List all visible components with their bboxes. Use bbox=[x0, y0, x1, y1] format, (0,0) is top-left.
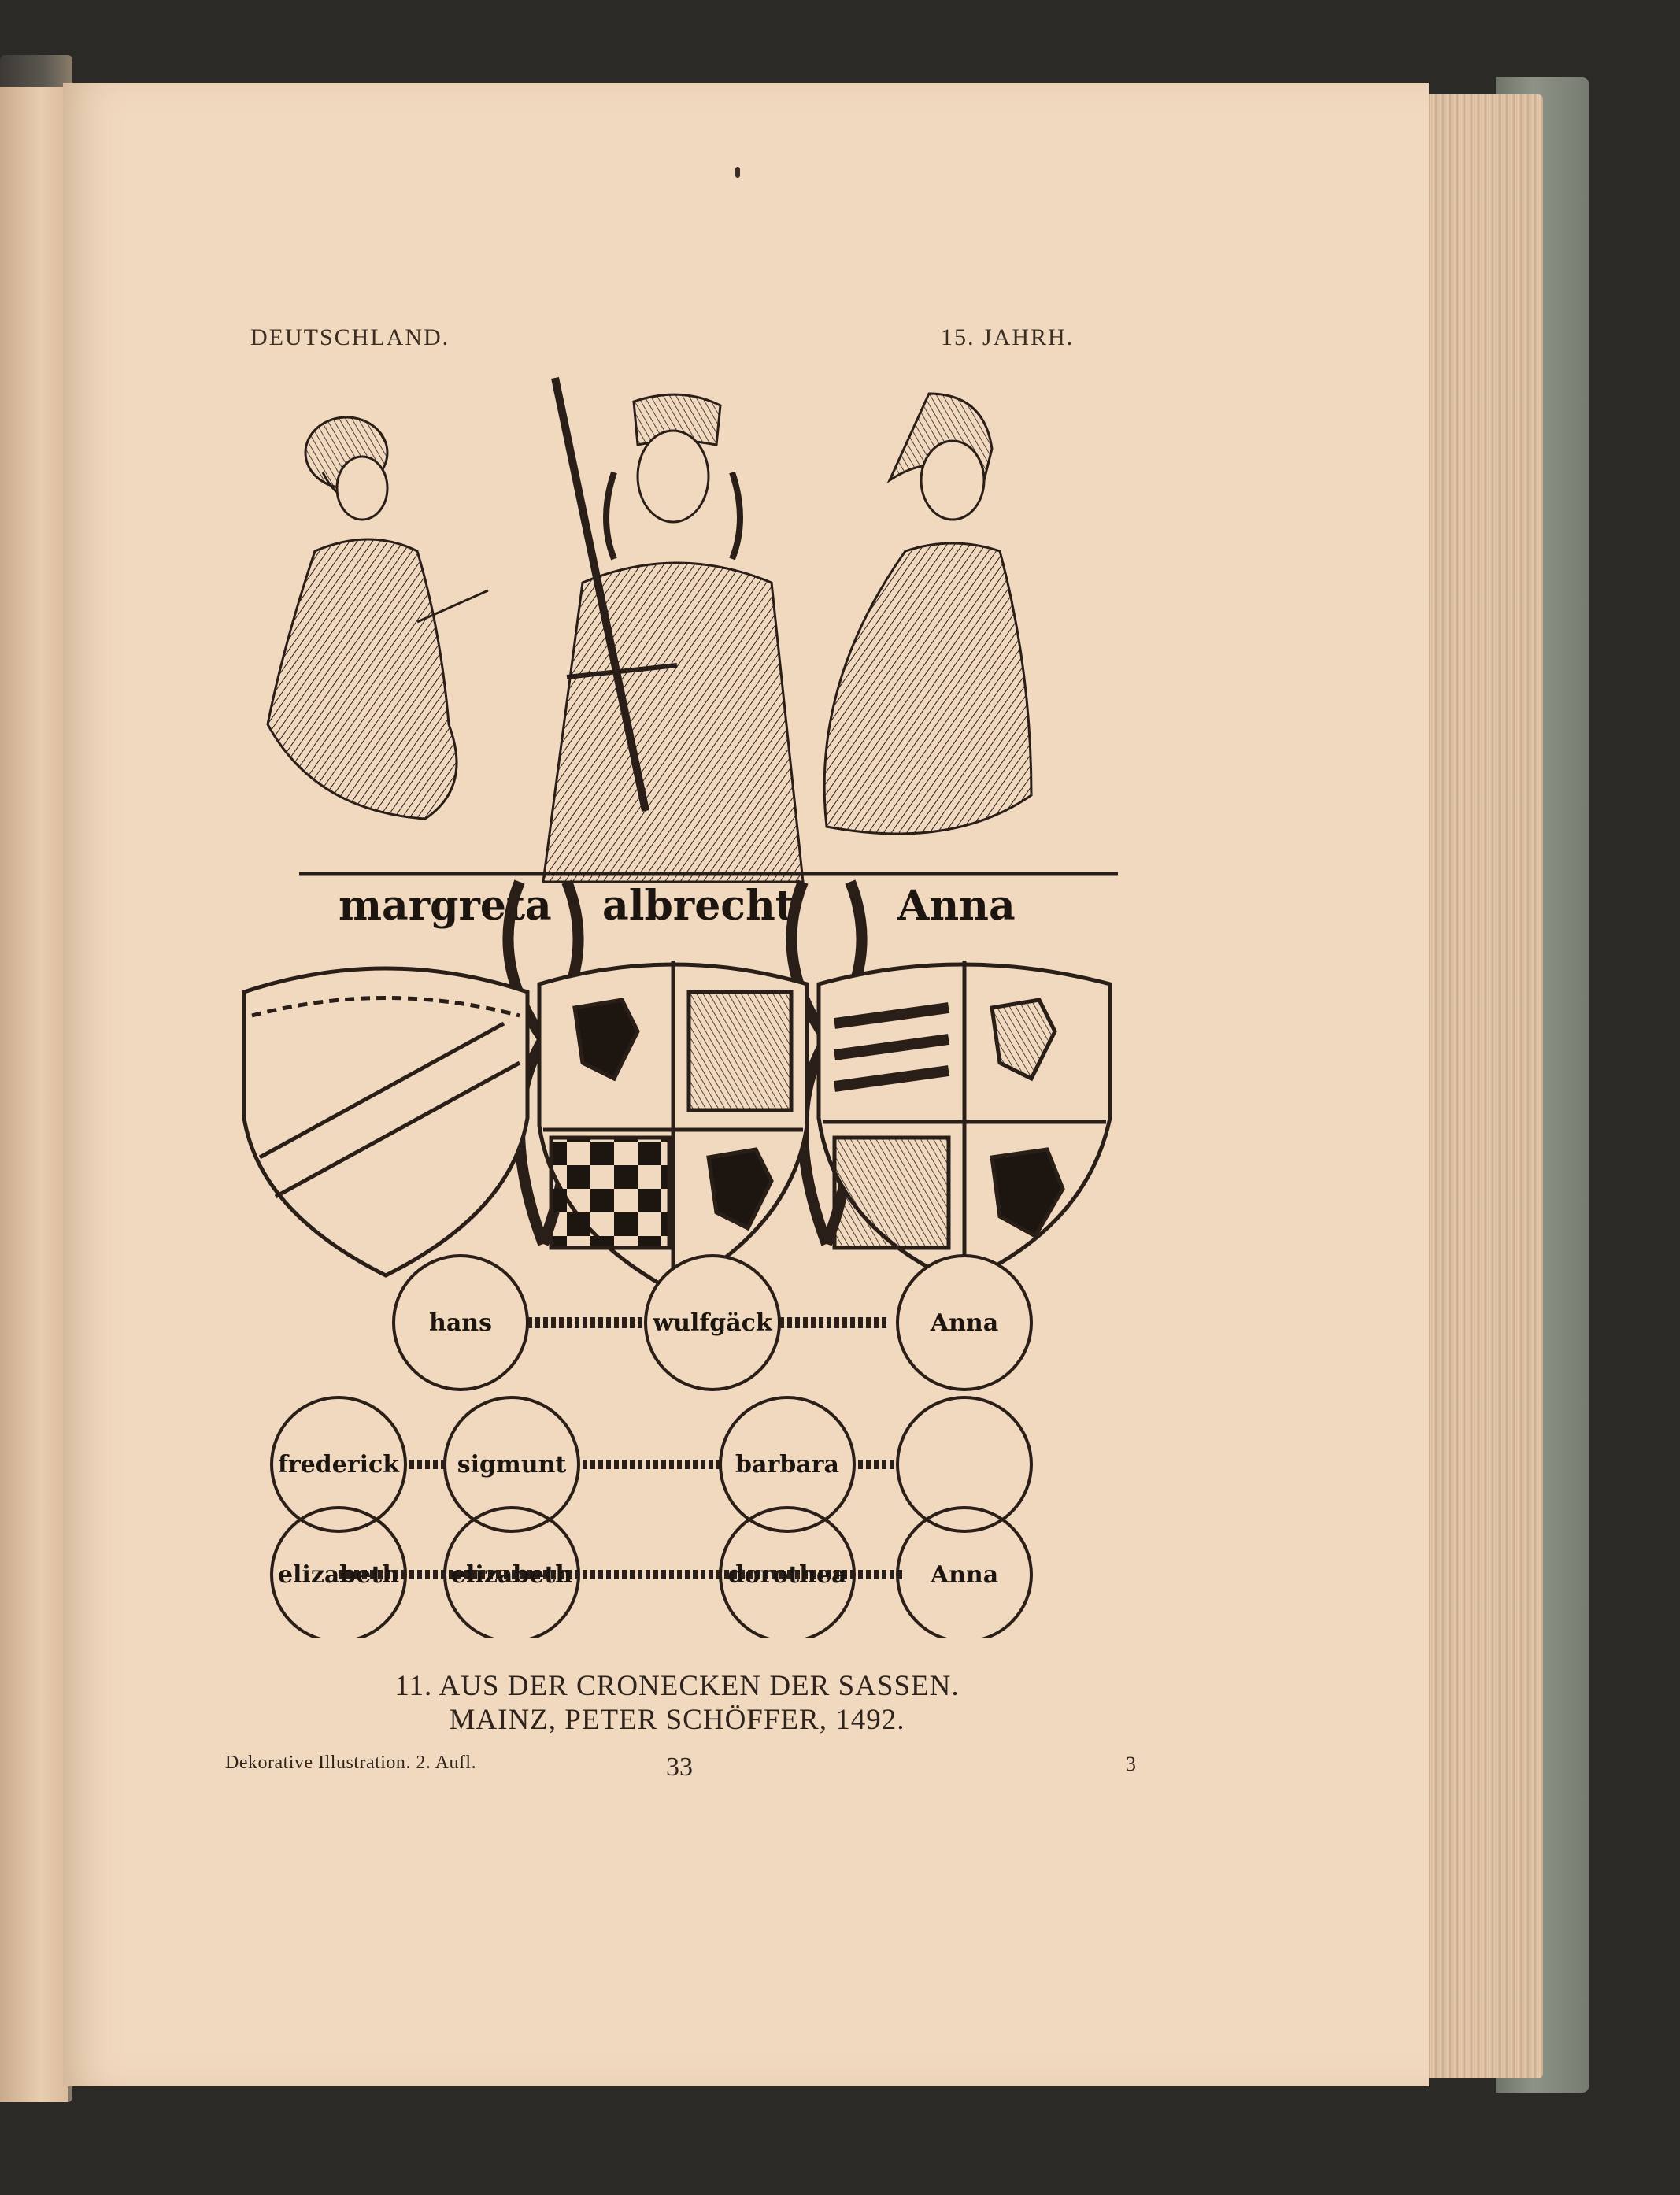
label-anna: Anna bbox=[897, 882, 1016, 930]
shield-anna bbox=[819, 961, 1110, 1283]
label-margreta: margreta bbox=[339, 882, 552, 930]
tree-name-anna-1: Anna bbox=[930, 1309, 999, 1337]
shield-albrecht bbox=[539, 961, 807, 1291]
tree-name-frederick: frederick bbox=[277, 1451, 400, 1479]
label-albrecht: albrecht bbox=[602, 882, 794, 930]
shield-margreta bbox=[244, 968, 527, 1275]
tree-name-elizabeth-2: elizabeth bbox=[450, 1561, 573, 1589]
ink-mark bbox=[735, 167, 740, 178]
running-head-left: DEUTSCHLAND. bbox=[250, 324, 450, 350]
woodcut-illustration bbox=[236, 362, 1118, 1638]
figure-margreta bbox=[268, 417, 488, 819]
footer-title: Dekorative Illustration. 2. Aufl. bbox=[225, 1753, 477, 1773]
figure-albrecht bbox=[543, 378, 803, 882]
caption-line-2: MAINZ, PETER SCHÖFFER, 1492. bbox=[449, 1704, 905, 1736]
page-edges bbox=[1417, 94, 1543, 2078]
page-number: 33 bbox=[666, 1753, 693, 1782]
caption-line-1: 11. AUS DER CRONECKEN DER SASSEN. bbox=[394, 1670, 960, 1702]
signature-mark: 3 bbox=[1126, 1753, 1136, 1775]
tree-name-barbara: barbara bbox=[735, 1451, 839, 1479]
tree-name-sigmunt: sigmunt bbox=[457, 1451, 567, 1479]
left-page-edge bbox=[0, 87, 68, 2102]
tree-name-wulfgack: wulfgäck bbox=[653, 1309, 772, 1337]
tree-name-elizabeth-1: elizabeth bbox=[277, 1561, 400, 1589]
figure-anna bbox=[824, 394, 1031, 834]
tree-name-anna-2: Anna bbox=[930, 1561, 999, 1589]
running-head-right: 15. JAHRH. bbox=[941, 324, 1075, 350]
tree-name-hans: hans bbox=[429, 1309, 492, 1337]
tree-name-dorothea: dorothea bbox=[727, 1561, 847, 1589]
